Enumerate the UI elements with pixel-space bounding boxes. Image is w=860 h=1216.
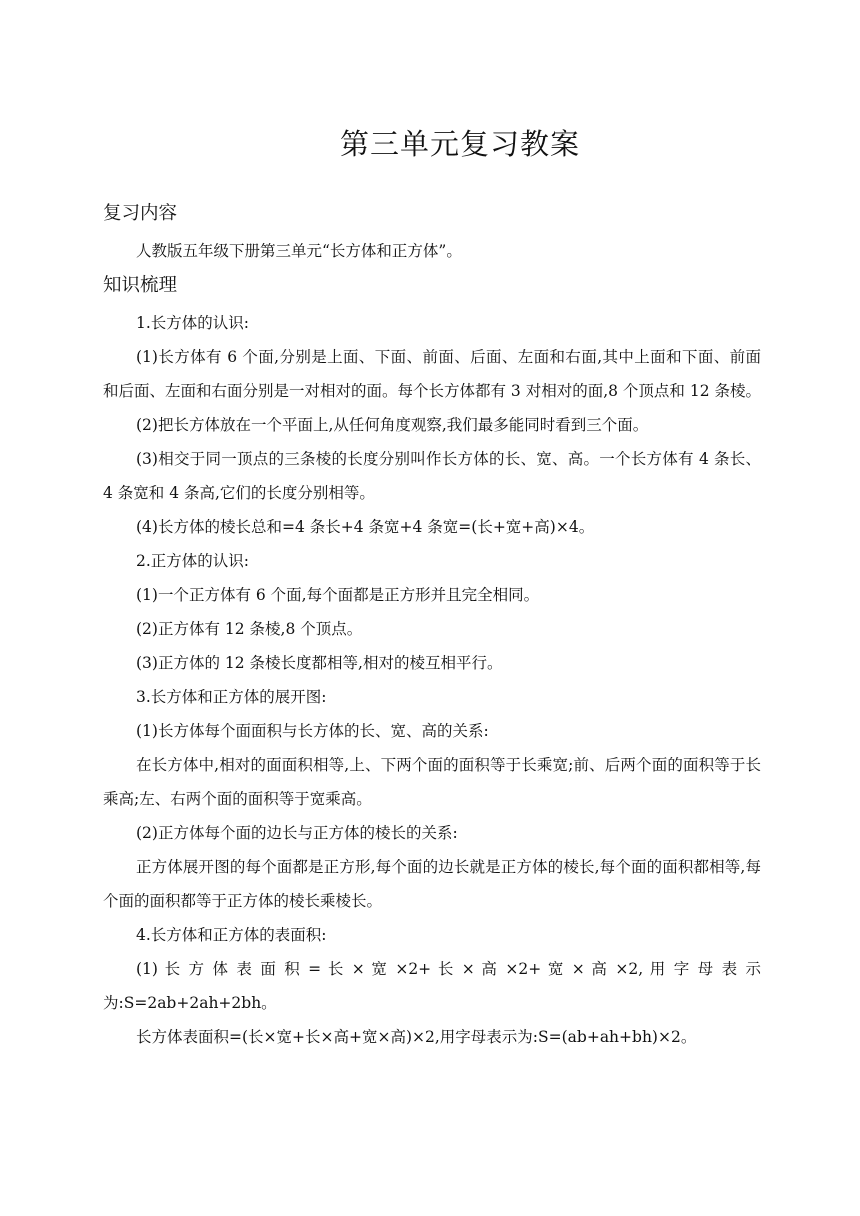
- paragraph: (1)长方体有 6 个面,分别是上面、下面、前面、后面、左面和右面,其中上面和下面、前面和后面、左面和右面分别是一对相对的面。每个长方体都有 3 对相对的面,8 个顶点和 12 条棱。: [103, 348, 762, 400]
- paragraph: (3)正方体的 12 条棱长度都相等,相对的棱互相平行。: [136, 654, 503, 672]
- paragraph: 1.长方体的认识:: [136, 314, 250, 332]
- section-heading-review-content: 复习内容: [103, 203, 178, 224]
- paragraph: 2.正方体的认识:: [136, 552, 250, 570]
- document-title: 第三单元复习教案: [339, 127, 580, 161]
- paragraph: 人教版五年级下册第三单元“长方体和正方体”。: [136, 242, 462, 260]
- paragraph: 正方体展开图的每个面都是正方形,每个面的边长就是正方体的棱长,每个面的面积都相等,每个面的面积都等于正方体的棱长乘棱长。: [103, 858, 761, 910]
- paragraph: (1) 长 方 体 表 面 积 = 长 × 宽 ×2+ 长 × 高 ×2+ 宽 × 高 ×2, 用 字 母 表 示 为:S=2ab+2ah+2bh。: [103, 960, 761, 1012]
- paragraph: (2)正方体每个面的边长与正方体的棱长的关系:: [136, 824, 458, 842]
- section-heading-knowledge: 知识梳理: [103, 275, 178, 296]
- document-body: [103, 198, 761, 1054]
- paragraph: (1)一个正方体有 6 个面,每个面都是正方形并且完全相同。: [136, 586, 540, 604]
- paragraph: (4)长方体的棱长总和=4 条长+4 条宽+4 条宽=(长+宽+高)×4。: [136, 518, 595, 536]
- paragraph: (3)相交于同一顶点的三条棱的长度分别叫作长方体的长、宽、高。一个长方体有 4 条长、4 条宽和 4 条高,它们的长度分别相等。: [103, 450, 761, 502]
- paragraph: (2)正方体有 12 条棱,8 个顶点。: [136, 620, 363, 638]
- paragraph: 3.长方体和正方体的展开图:: [136, 688, 327, 706]
- paragraph: (2)把长方体放在一个平面上,从任何角度观察,我们最多能同时看到三个面。: [136, 416, 649, 434]
- paragraph: 长方体表面积=(长×宽+长×高+宽×高)×2,用字母表示为:S=(ab+ah+bh)×2。: [136, 1028, 697, 1046]
- paragraph: 在长方体中,相对的面面积相等,上、下两个面的面积等于长乘宽;前、后两个面的面积等于长乘高;左、右两个面的面积等于宽乘高。: [103, 756, 761, 808]
- paragraph: (1)长方体每个面面积与长方体的长、宽、高的关系:: [136, 722, 489, 740]
- paragraph: 4.长方体和正方体的表面积:: [136, 926, 327, 944]
